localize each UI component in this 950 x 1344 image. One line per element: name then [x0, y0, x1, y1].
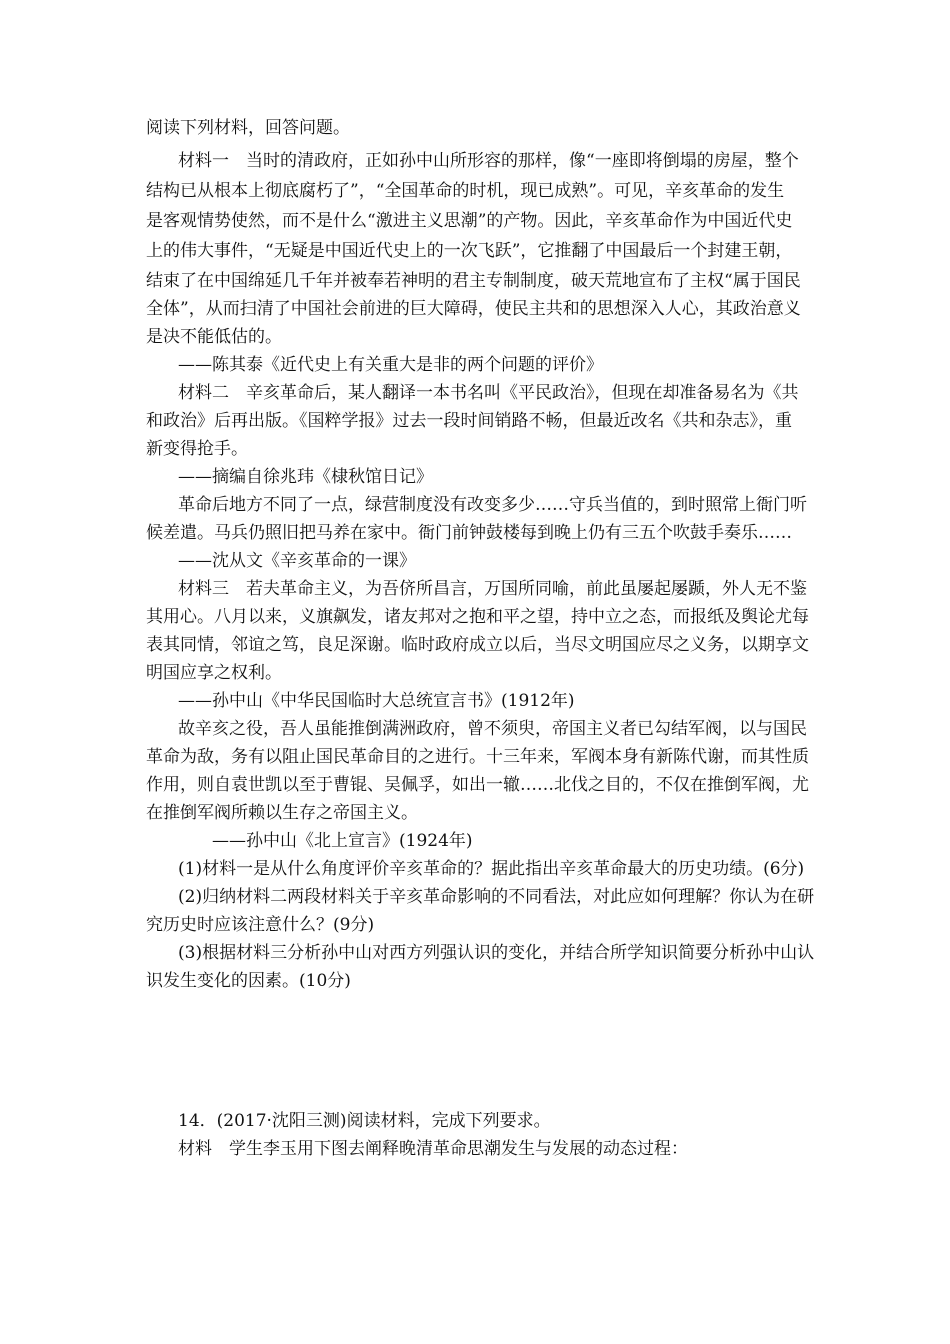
material-3-line: 材料三 若夫革命主义，为吾侪所昌言，万国所同喻，前此虽屡起屡踬，外人无不鉴: [178, 579, 807, 599]
material-2-line: 新变得抢手。: [146, 439, 248, 459]
material-3-line: 在推倒军阀所赖以生存之帝国主义。: [146, 803, 418, 823]
intro-instruction: 阅读下列材料，回答问题。: [146, 118, 350, 138]
material-2-line: 候差遣。马兵仍照旧把马养在家中。衙门前钟鼓楼每到晚上仍有三五个吹鼓手奏乐……: [146, 523, 792, 543]
question-2: (2)归纳材料二两段材料关于辛亥革命影响的不同看法，对此应如何理解？你认为在研: [178, 887, 814, 907]
material-3-line: 作用，则自袁世凯以至于曹锟、吴佩孚，如出一辙……北伐之目的，不仅在推倒军阀，尤: [146, 775, 809, 795]
material-1-line: 是客观情势使然，而不是什么“激进主义思潮”的产物。因此，辛亥革命作为中国近代史: [146, 211, 793, 231]
material-1-line: 结束了在中国绵延几千年并被奉若神明的君主专制制度，破天荒地宣布了主权“属于国民: [146, 271, 801, 291]
material-1-line: 上的伟大事件，“无疑是中国近代史上的一次飞跃”，它推翻了中国最后一个封建王朝，: [146, 241, 793, 261]
material-2-source: ——摘编自徐兆玮《棣秋馆日记》: [178, 467, 433, 487]
material-2-line: 材料二 辛亥革命后，某人翻译一本书名叫《平民政治》，但现在却准备易名为《共: [178, 383, 799, 403]
material-3-source: ——孙中山《北上宣言》(1924年): [212, 831, 473, 851]
material-2-line: 革命后地方不同了一点，绿营制度没有改变多少……守兵当值的，到时照常上衙门听: [178, 495, 807, 515]
material-3-line: 故辛亥之役，吾人虽能推倒满洲政府，曾不须臾，帝国主义者已勾结军阀，以与国民: [178, 719, 807, 739]
material-3-source: ——孙中山《中华民国临时大总统宣言书》(1912年): [178, 691, 575, 711]
material-3-line: 其用心。八月以来，义旗飙发，诸友邦对之抱和平之望，持中立之态，而报纸及舆论尤每: [146, 607, 809, 627]
question-2: 究历史时应该注意什么？(9分): [146, 915, 375, 935]
material-1-line: 材料一 当时的清政府，正如孙中山所形容的那样，像“一座即将倒塌的房屋，整个: [178, 151, 799, 171]
material-3-line: 革命为敌，务有以阻止国民革命目的之进行。十三年来，军阀本身有新陈代谢，而其性质: [146, 747, 809, 767]
question-3: (3)根据材料三分析孙中山对西方列强认识的变化，并结合所学知识简要分析孙中山认: [178, 943, 814, 963]
question-3: 识发生变化的因素。(10分): [146, 971, 351, 991]
question-14-heading: 14．(2017·沈阳三测)阅读材料，完成下列要求。: [178, 1111, 551, 1131]
material-1-line: 是决不能低估的。: [146, 327, 282, 347]
material-2-source: ——沈从文《辛亥革命的一课》: [178, 551, 416, 571]
material-1-line: 结构已从根本上彻底腐朽了”，“全国革命的时机，现已成熟”。可见，辛亥革命的发生: [146, 181, 785, 201]
material-3-line: 表其同情，邻谊之笃，良足深谢。临时政府成立以后，当尽文明国应尽之义务，以期享文: [146, 635, 809, 655]
question-1: (1)材料一是从什么角度评价辛亥革命的？据此指出辛亥革命最大的历史功绩。(6分): [178, 859, 805, 879]
material-1-line: 全体”，从而扫清了中国社会前进的巨大障碍，使民主共和的思想深入人心，其政治意义: [146, 299, 801, 319]
question-14-material: 材料 学生李玉用下图去阐释晚清革命思潮发生与发展的动态过程：: [178, 1139, 688, 1159]
material-2-line: 和政治》后再出版。《国粹学报》过去一段时间销路不畅，但最近改名《共和杂志》，重: [146, 411, 792, 431]
material-3-line: 明国应享之权利。: [146, 663, 282, 683]
material-1-source: ——陈其泰《近代史上有关重大是非的两个问题的评价》: [178, 355, 603, 375]
